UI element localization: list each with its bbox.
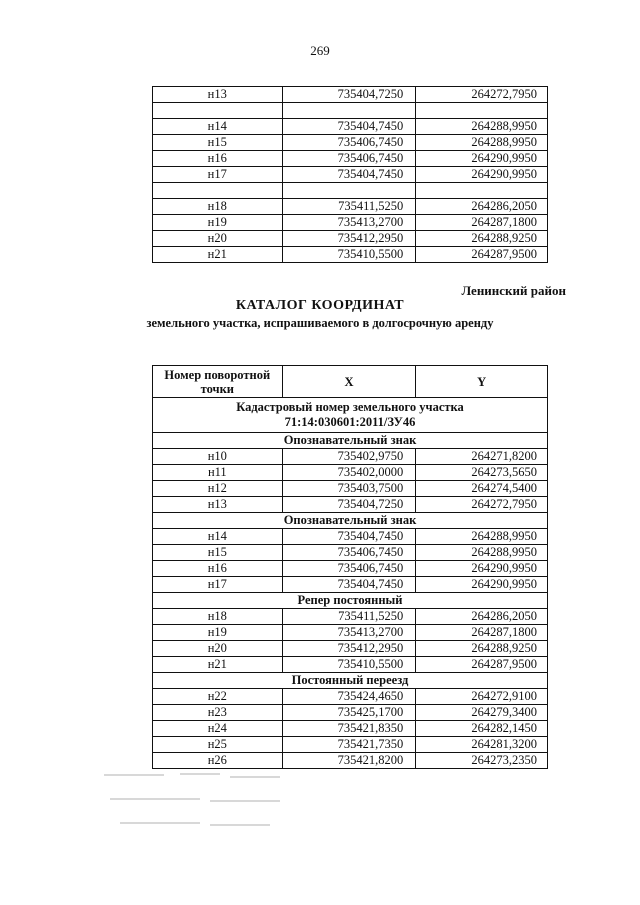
section-title: Опознавательный знак — [153, 433, 548, 449]
header-row — [153, 366, 548, 398]
y-coordinate: 264282,1450 — [416, 721, 548, 737]
cadastral-cell — [153, 398, 548, 433]
point-number: н18 — [153, 199, 283, 215]
section-row — [153, 673, 548, 689]
point-number: н24 — [153, 721, 283, 737]
point-number: н21 — [153, 657, 283, 673]
blank-row — [153, 103, 548, 119]
x-coordinate: 735411,5250 — [282, 199, 416, 215]
cadastral-label: Кадастровый номер земельного участка — [236, 400, 464, 414]
x-coordinate: 735421,7350 — [282, 737, 416, 753]
y-coordinate: 264273,2350 — [416, 753, 548, 769]
x-coordinate: 735403,7500 — [282, 481, 416, 497]
y-coordinate: 264288,9250 — [416, 641, 548, 657]
y-coordinate: 264288,9250 — [416, 231, 548, 247]
x-coordinate: 735424,4650 — [282, 689, 416, 705]
header-point-number: Номер поворотной точки — [153, 366, 283, 398]
table-row — [153, 529, 548, 545]
table-row — [153, 199, 548, 215]
point-number: н25 — [153, 737, 283, 753]
table-row — [153, 247, 548, 263]
y-coordinate — [416, 183, 548, 199]
catalog-subtitle: земельного участка, испрашиваемого в долгосрочную аренду — [146, 316, 494, 330]
point-number: н20 — [153, 641, 283, 657]
point-number: н10 — [153, 449, 283, 465]
table-row — [153, 545, 548, 561]
y-coordinate: 264287,9500 — [416, 657, 548, 673]
table-row — [153, 689, 548, 705]
x-coordinate: 735410,5500 — [282, 657, 416, 673]
catalog-title: КАТАЛОГ КООРДИНАТ — [235, 298, 405, 313]
coordinates-table — [152, 365, 548, 769]
x-coordinate: 735404,7450 — [282, 577, 416, 593]
table-row — [153, 625, 548, 641]
x-coordinate: 735412,2950 — [282, 231, 416, 247]
scan-artifact — [100, 770, 300, 840]
table-row — [153, 167, 548, 183]
y-coordinate: 264290,9950 — [416, 561, 548, 577]
table-row — [153, 215, 548, 231]
continuation-table — [152, 86, 548, 263]
x-coordinate: 735412,2950 — [282, 641, 416, 657]
x-coordinate: 735404,7450 — [282, 167, 416, 183]
point-number: н11 — [153, 465, 283, 481]
table-row — [153, 577, 548, 593]
y-coordinate: 264290,9950 — [416, 167, 548, 183]
section-title: Постоянный переезд — [153, 673, 548, 689]
y-coordinate: 264288,9950 — [416, 545, 548, 561]
x-coordinate: 735413,2700 — [282, 215, 416, 231]
x-coordinate: 735404,7250 — [282, 87, 416, 103]
point-number: н15 — [153, 545, 283, 561]
y-coordinate: 264273,5650 — [416, 465, 548, 481]
x-coordinate: 735402,9750 — [282, 449, 416, 465]
y-coordinate: 264290,9950 — [416, 151, 548, 167]
y-coordinate: 264287,1800 — [416, 215, 548, 231]
cadastral-row — [153, 398, 548, 433]
district-label: Ленинский район — [461, 283, 566, 298]
table-row — [153, 151, 548, 167]
point-number: н20 — [153, 231, 283, 247]
section-row — [153, 593, 548, 609]
point-number: н19 — [153, 215, 283, 231]
point-number: н19 — [153, 625, 283, 641]
point-number: н26 — [153, 753, 283, 769]
header-y: Y — [416, 366, 548, 398]
table-row — [153, 497, 548, 513]
x-coordinate: 735425,1700 — [282, 705, 416, 721]
table-row — [153, 87, 548, 103]
table-row — [153, 481, 548, 497]
point-number: н23 — [153, 705, 283, 721]
x-coordinate — [282, 103, 416, 119]
blank-row — [153, 183, 548, 199]
x-coordinate: 735421,8200 — [282, 753, 416, 769]
x-coordinate: 735406,7450 — [282, 135, 416, 151]
point-number — [153, 183, 283, 199]
y-coordinate: 264286,2050 — [416, 199, 548, 215]
point-number: н14 — [153, 529, 283, 545]
point-number: н22 — [153, 689, 283, 705]
point-number: н21 — [153, 247, 283, 263]
table-row — [153, 119, 548, 135]
table-row — [153, 753, 548, 769]
y-coordinate — [416, 103, 548, 119]
point-number: н12 — [153, 481, 283, 497]
x-coordinate: 735421,8350 — [282, 721, 416, 737]
x-coordinate: 735402,0000 — [282, 465, 416, 481]
table-row — [153, 449, 548, 465]
table-row — [153, 657, 548, 673]
point-number — [153, 103, 283, 119]
table-row — [153, 135, 548, 151]
point-number: н13 — [153, 87, 283, 103]
table-row — [153, 641, 548, 657]
y-coordinate: 264279,3400 — [416, 705, 548, 721]
point-number: н16 — [153, 561, 283, 577]
table-row — [153, 561, 548, 577]
x-coordinate: 735404,7450 — [282, 119, 416, 135]
y-coordinate: 264281,3200 — [416, 737, 548, 753]
header-x: X — [282, 366, 416, 398]
y-coordinate: 264288,9950 — [416, 135, 548, 151]
y-coordinate: 264274,5400 — [416, 481, 548, 497]
y-coordinate: 264272,7950 — [416, 497, 548, 513]
table-row — [153, 705, 548, 721]
x-coordinate: 735410,5500 — [282, 247, 416, 263]
x-coordinate: 735406,7450 — [282, 545, 416, 561]
cadastral-number: 71:14:030601:2011/ЗУ46 — [284, 415, 416, 429]
x-coordinate: 735406,7450 — [282, 561, 416, 577]
section-title: Репер постоянный — [153, 593, 548, 609]
section-row — [153, 433, 548, 449]
y-coordinate: 264288,9950 — [416, 119, 548, 135]
x-coordinate: 735411,5250 — [282, 609, 416, 625]
y-coordinate: 264271,8200 — [416, 449, 548, 465]
y-coordinate: 264286,2050 — [416, 609, 548, 625]
x-coordinate: 735404,7250 — [282, 497, 416, 513]
point-number: н17 — [153, 167, 283, 183]
y-coordinate: 264287,9500 — [416, 247, 548, 263]
point-number: н17 — [153, 577, 283, 593]
table-row — [153, 737, 548, 753]
x-coordinate — [282, 183, 416, 199]
y-coordinate: 264288,9950 — [416, 529, 548, 545]
point-number: н18 — [153, 609, 283, 625]
y-coordinate: 264272,9100 — [416, 689, 548, 705]
table-row — [153, 721, 548, 737]
point-number: н16 — [153, 151, 283, 167]
point-number: н13 — [153, 497, 283, 513]
table-row — [153, 465, 548, 481]
y-coordinate: 264290,9950 — [416, 577, 548, 593]
x-coordinate: 735413,2700 — [282, 625, 416, 641]
y-coordinate: 264287,1800 — [416, 625, 548, 641]
x-coordinate: 735404,7450 — [282, 529, 416, 545]
x-coordinate: 735406,7450 — [282, 151, 416, 167]
page-number: 269 — [310, 43, 330, 58]
table-row — [153, 231, 548, 247]
table-row — [153, 609, 548, 625]
y-coordinate: 264272,7950 — [416, 87, 548, 103]
point-number: н14 — [153, 119, 283, 135]
point-number: н15 — [153, 135, 283, 151]
section-row — [153, 513, 548, 529]
section-title: Опознавательный знак — [153, 513, 548, 529]
